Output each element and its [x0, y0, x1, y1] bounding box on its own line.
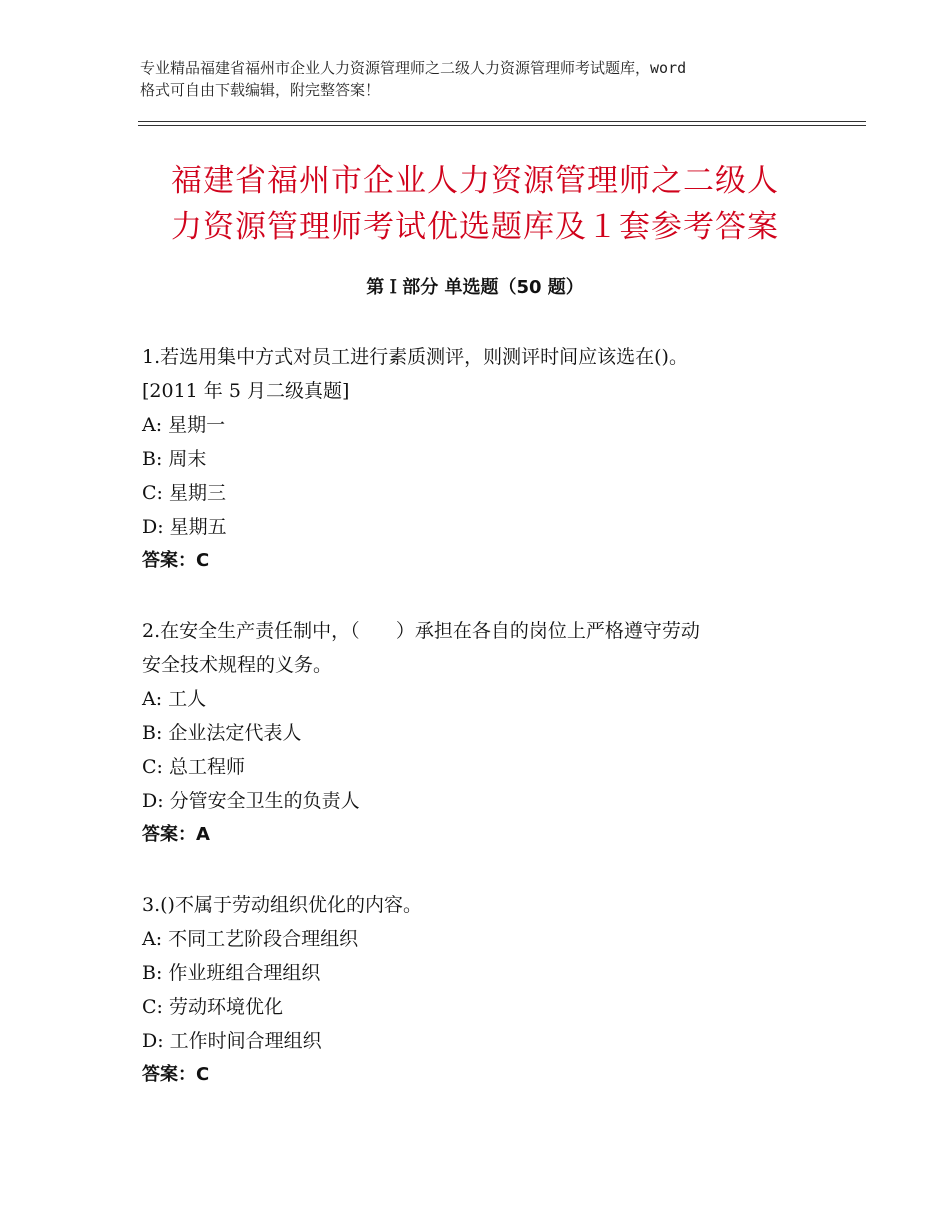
option-a: A: 不同工艺阶段合理组织 — [142, 928, 359, 950]
title-line-1: 福建省福州市企业人力资源管理师之二级人 — [171, 163, 779, 199]
title-line-2: 力资源管理师考试优选题库及１套参考答案 — [171, 209, 779, 245]
option-c: C: 星期三 — [142, 482, 226, 504]
question-2 — [142, 614, 822, 852]
question-1 — [142, 340, 822, 578]
question-list — [142, 340, 822, 1128]
section-heading: 第Ｉ部分 单选题（50 题） — [366, 277, 584, 298]
answer: 答案：C — [142, 550, 210, 571]
option-a: A: 星期一 — [142, 414, 226, 436]
option-a: A: 工人 — [142, 688, 207, 710]
option-d: D: 分管安全卫生的负责人 — [142, 790, 360, 812]
option-b: B: 企业法定代表人 — [142, 722, 302, 744]
document-title — [120, 158, 830, 250]
answer: 答案：A — [142, 824, 210, 845]
option-b: B: 周末 — [142, 448, 207, 470]
option-d: D: 工作时间合理组织 — [142, 1030, 322, 1052]
question-text: 安全技术规程的义务。 — [142, 654, 333, 676]
question-3 — [142, 888, 822, 1092]
question-text: [2011 年 5 月二级真题] — [142, 380, 350, 402]
question-text: 1.若选用集中方式对员工进行素质测评，则测评时间应该选在()。 — [142, 346, 688, 368]
answer: 答案：C — [142, 1064, 210, 1085]
option-c: C: 劳动环境优化 — [142, 996, 283, 1018]
option-b: B: 作业班组合理组织 — [142, 962, 321, 984]
header-rule-thin — [138, 125, 866, 126]
header-rule-thick — [138, 121, 866, 122]
question-text: 3.()不属于劳动组织优化的内容。 — [142, 894, 422, 916]
header-note — [140, 57, 830, 101]
option-d: D: 星期五 — [142, 516, 227, 538]
header-line-2: 格式可自由下载编辑，附完整答案！ — [140, 81, 381, 99]
option-c: C: 总工程师 — [142, 756, 245, 778]
header-line-1: 专业精品福建省福州市企业人力资源管理师之二级人力资源管理师考试题库，word — [140, 59, 687, 77]
question-text: 2.在安全生产责任制中，（ ）承担在各自的岗位上严格遵守劳动 — [142, 620, 700, 642]
